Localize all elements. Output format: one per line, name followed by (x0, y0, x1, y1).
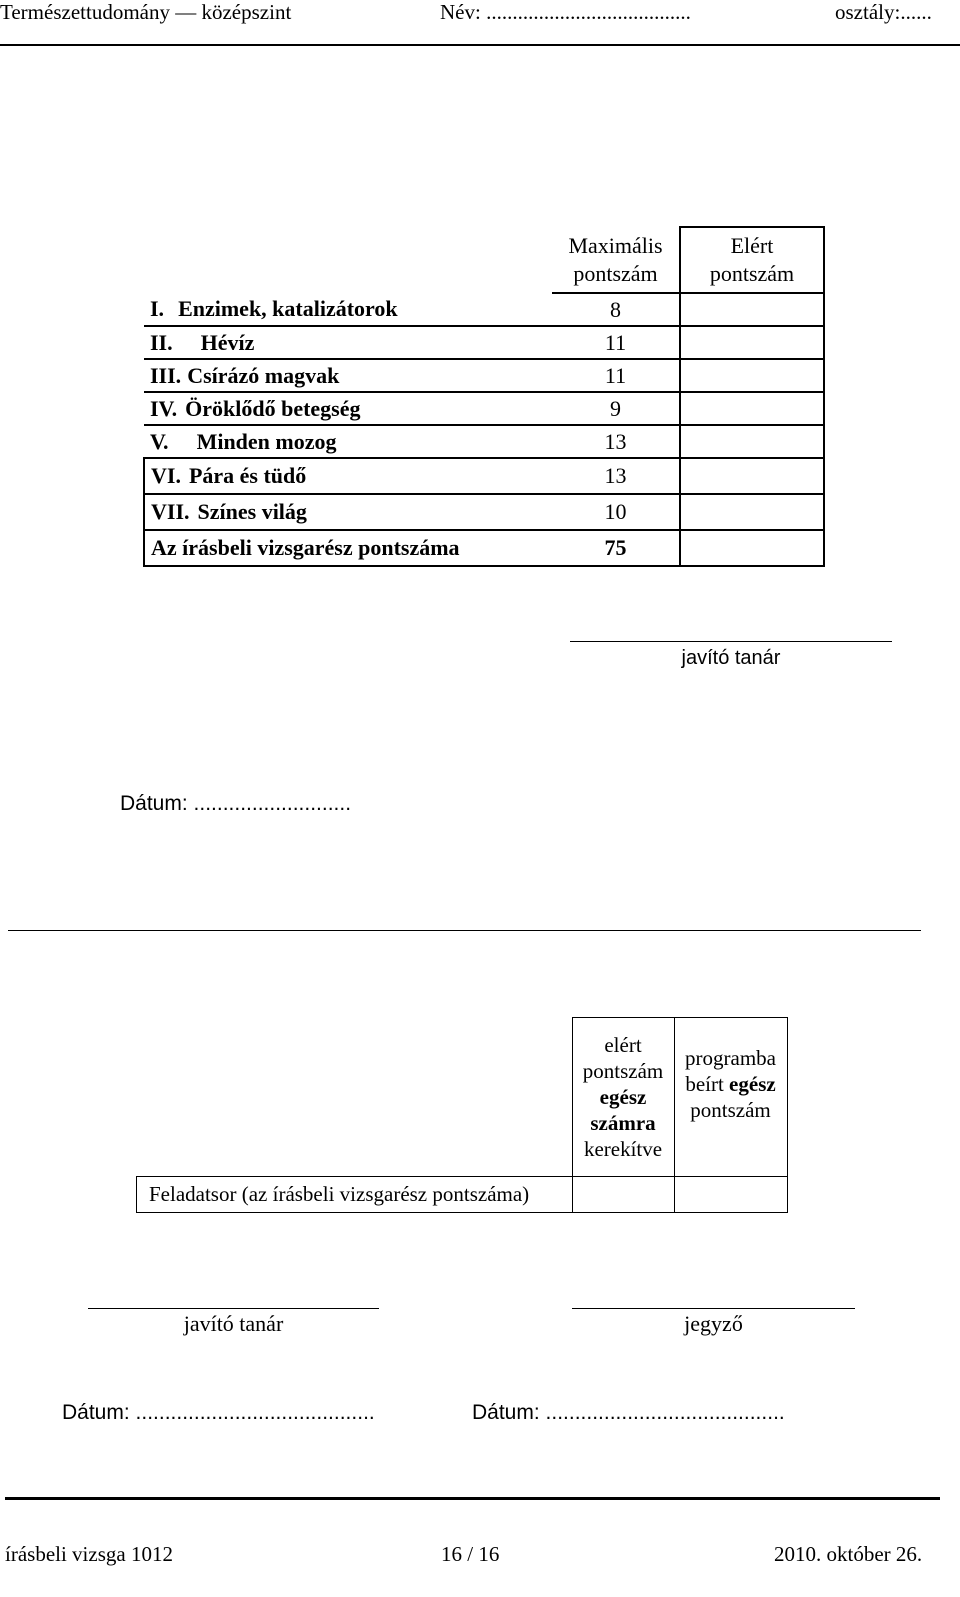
total-max-score (552, 530, 680, 566)
task-title (144, 326, 552, 359)
task-name: Színes világ (197, 499, 307, 524)
total-max-score-text: 75 (604, 535, 627, 560)
header-text: programba (685, 1046, 776, 1070)
table-row (144, 293, 824, 326)
table-row (144, 425, 824, 458)
header-text: elért (604, 1033, 642, 1057)
task-number: VII. (151, 499, 190, 524)
section-divider (8, 930, 921, 931)
header-text: beírt (685, 1072, 724, 1096)
achieved-score-cell[interactable] (680, 293, 824, 326)
date-field-right[interactable]: Dátum: ......................................... (472, 1401, 785, 1424)
footer-rule (5, 1497, 940, 1500)
task-name: Hévíz (200, 329, 255, 355)
achieved-score-cell[interactable] (680, 425, 824, 458)
task-title (144, 392, 552, 425)
task-number: VI. (151, 463, 181, 488)
header-class-field: osztály:...... (835, 0, 932, 24)
header-rule (0, 44, 960, 46)
task-max-score: 13 (552, 425, 680, 458)
total-row (144, 530, 824, 566)
task-max-score: 13 (552, 458, 680, 494)
table-row (144, 458, 824, 494)
signature-line-left (88, 1308, 379, 1309)
date-field[interactable]: Dátum: ........................... (120, 792, 352, 815)
table-row (144, 392, 824, 425)
header-subject: Természettudomány — középszint (0, 0, 292, 24)
footer-date: 2010. október 26. (774, 1542, 923, 1566)
signature-role-right: jegyző (684, 1311, 743, 1336)
header-name-field: Név: ....................................... (440, 0, 691, 24)
task-number: V. (150, 428, 169, 454)
achieved-score-cell[interactable] (680, 326, 824, 359)
col-achieved-header-line1: Elért (730, 233, 774, 258)
signature-line (570, 641, 892, 642)
final-score-table (136, 1017, 788, 1213)
task-number: I. (150, 296, 165, 321)
signature-line-right (572, 1308, 855, 1309)
entered-score-cell[interactable] (674, 1177, 787, 1213)
task-name: Pára és tüdő (188, 463, 307, 488)
task-max-score: 11 (552, 359, 680, 392)
task-max-score: 9 (552, 392, 680, 425)
total-label (144, 530, 552, 566)
task-number: III. (150, 362, 182, 388)
col-max-header-line1: Maximális (568, 232, 663, 258)
blank-header-cell (137, 1018, 573, 1177)
final-row-label: Feladatsor (az írásbeli vizsgarész pontszáma) (137, 1177, 573, 1213)
header-text: pontszám (690, 1098, 771, 1122)
achieved-score-cell[interactable] (680, 458, 824, 494)
table-row (144, 494, 824, 530)
col-max-header (552, 227, 680, 293)
task-title (144, 293, 552, 326)
header-text-bold: egész (729, 1072, 776, 1096)
achieved-score-cell[interactable] (680, 494, 824, 530)
header-text: kerekítve (583, 1137, 663, 1161)
achieved-score-cell[interactable] (680, 392, 824, 425)
table-row (144, 326, 824, 359)
task-number: IV. (150, 395, 178, 421)
task-title (144, 494, 552, 530)
header-text-bold: egész (599, 1085, 647, 1109)
table-row (144, 359, 824, 392)
header-text-bold: számra (590, 1111, 656, 1135)
footer-exam-code: írásbeli vizsga 1012 (5, 1542, 173, 1566)
rounded-score-cell[interactable] (572, 1177, 674, 1213)
signature-role-label: javító tanár (681, 647, 781, 669)
header-blank-cell (144, 227, 552, 293)
achieved-score-cell[interactable] (680, 359, 824, 392)
task-max-score: 8 (552, 293, 680, 326)
task-max-score: 11 (552, 326, 680, 359)
task-name: Öröklődő betegség (185, 395, 361, 421)
task-title (144, 359, 552, 392)
total-label-text: Az írásbeli vizsgarész pontszáma (151, 535, 460, 560)
task-number: II. (150, 329, 173, 355)
task-title (144, 425, 552, 458)
col-max-header-line2: pontszám (573, 260, 658, 286)
task-name: Minden mozog (196, 428, 337, 454)
footer-page-number: 16 / 16 (441, 1542, 500, 1566)
total-achieved-cell[interactable] (680, 530, 824, 566)
task-name: Csírázó magvak (187, 362, 340, 388)
date-field-left[interactable]: Dátum: ......................................... (62, 1401, 375, 1424)
task-name: Enzimek, katalizátorok (178, 296, 398, 321)
col-achieved-header-line2: pontszám (709, 261, 795, 286)
header-text: pontszám (582, 1059, 664, 1083)
task-title (144, 458, 552, 494)
score-table (143, 226, 825, 567)
entered-score-header (674, 1018, 787, 1177)
rounded-score-header (572, 1018, 674, 1177)
signature-role-left: javító tanár (183, 1311, 284, 1336)
col-achieved-header (680, 227, 824, 293)
task-max-score: 10 (552, 494, 680, 530)
